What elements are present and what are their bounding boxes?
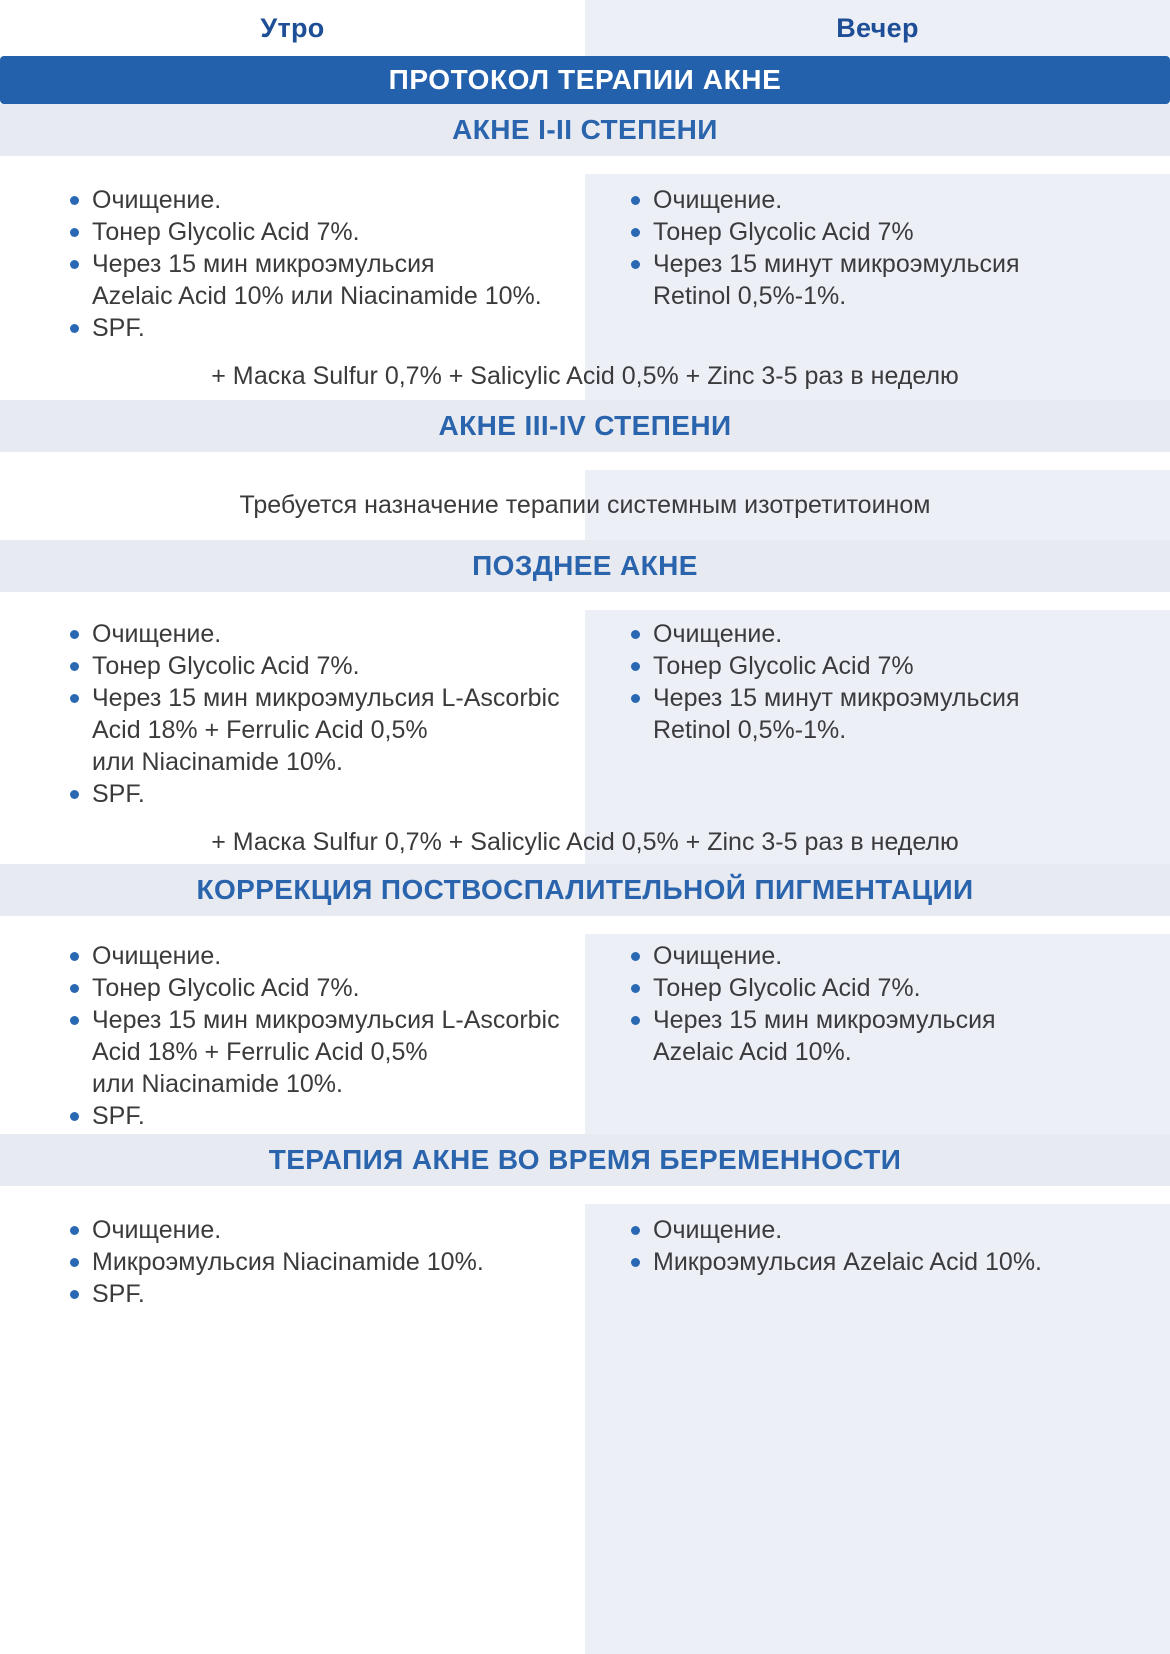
morning-list — [70, 1214, 565, 1310]
list-item — [70, 972, 565, 1004]
list-item-line: Azelaic Acid 10% или Niacinamide 10%. — [92, 282, 542, 310]
list-item-line: Через 15 мин микроэмульсия L-Ascorbic — [92, 1006, 560, 1034]
list-item-text — [92, 1214, 221, 1246]
list-item-line: Очищение. — [92, 1216, 222, 1244]
list-item-line: или Niacinamide 10%. — [92, 748, 343, 776]
list-item-line: Acid 18% + Ferrulic Acid 0,5% — [92, 716, 428, 744]
list-item-line: Через 15 минут микроэмульсия — [653, 250, 1020, 278]
list-item-line: Тонер Glycolic Acid 7%. — [92, 974, 360, 1002]
section-body-acne-grade-1-2 — [0, 174, 1170, 400]
list-item — [70, 650, 565, 682]
list-item-text — [653, 1004, 996, 1068]
morning-column — [0, 618, 585, 810]
list-item-line: Микроэмульсия Niacinamide 10%. — [92, 1248, 484, 1276]
list-item — [70, 1214, 565, 1246]
list-item — [70, 184, 565, 216]
section-body-late-acne — [0, 610, 1170, 864]
list-item-text — [653, 650, 914, 682]
bullet-dot-icon — [70, 324, 79, 333]
evening-column — [585, 940, 1170, 1132]
list-item-text — [92, 650, 360, 682]
section-heading-late-acne — [0, 540, 1170, 592]
list-item — [70, 682, 565, 778]
morning-column — [0, 940, 585, 1132]
list-item-text — [92, 1246, 484, 1278]
list-item-line: Retinol 0,5%-1%. — [653, 716, 847, 744]
list-item — [631, 184, 1150, 216]
bullet-dot-icon — [631, 1016, 640, 1025]
column-headers-row — [0, 0, 1170, 56]
list-item-text — [653, 618, 782, 650]
list-item — [631, 972, 1150, 1004]
section-heading-text: ПОЗДНЕЕ АКНЕ — [472, 550, 698, 581]
list-item-text — [92, 312, 145, 344]
morning-column — [0, 1214, 585, 1310]
bullet-dot-icon — [631, 228, 640, 237]
list-item-line: Через 15 мин микроэмульсия — [92, 250, 435, 278]
column-header-morning: Утро — [260, 12, 325, 43]
list-item — [631, 650, 1150, 682]
list-item-text — [92, 1100, 145, 1132]
evening-list — [631, 940, 1150, 1068]
bullet-dot-icon — [70, 1258, 79, 1267]
bullet-dot-icon — [631, 1226, 640, 1235]
section-heading-pigmentation-correction — [0, 864, 1170, 916]
list-item-line: Acid 18% + Ferrulic Acid 0,5% — [92, 1038, 428, 1066]
morning-list — [70, 940, 565, 1132]
list-item — [70, 778, 565, 810]
bullet-dot-icon — [70, 1112, 79, 1121]
bullet-dot-icon — [70, 790, 79, 799]
divider-gap — [0, 156, 1170, 174]
list-item-line: Очищение. — [653, 942, 783, 970]
list-item-line: Через 15 мин микроэмульсия L-Ascorbic — [92, 684, 560, 712]
list-item-line: SPF. — [92, 314, 145, 342]
list-item — [70, 618, 565, 650]
list-item-line: Микроэмульсия Azelaic Acid 10%. — [653, 1248, 1042, 1276]
morning-list — [70, 618, 565, 810]
section-body-acne-grade-3-4 — [0, 470, 1170, 540]
list-item-text — [92, 682, 560, 778]
list-item-line: Тонер Glycolic Acid 7%. — [92, 218, 360, 246]
section-heading-acne-grade-1-2 — [0, 104, 1170, 156]
section-heading-pregnancy-acne — [0, 1134, 1170, 1186]
list-item-text — [92, 972, 360, 1004]
list-item-line: Тонер Glycolic Acid 7%. — [653, 974, 921, 1002]
evening-column — [585, 618, 1170, 810]
list-item-line: или Niacinamide 10%. — [92, 1070, 343, 1098]
list-item-text — [653, 248, 1020, 312]
list-item-text — [92, 216, 360, 248]
list-item-line: Очищение. — [92, 942, 222, 970]
list-item-text — [92, 248, 542, 312]
bullet-dot-icon — [70, 1226, 79, 1235]
list-item-text — [653, 184, 782, 216]
list-item-line: Тонер Glycolic Acid 7% — [653, 218, 914, 246]
list-item-text — [92, 1278, 145, 1310]
evening-column — [585, 1214, 1170, 1310]
divider-gap — [0, 592, 1170, 610]
list-item-line: Очищение. — [653, 1216, 783, 1244]
bullet-dot-icon — [631, 694, 640, 703]
page-title: ПРОТОКОЛ ТЕРАПИИ АКНЕ — [388, 64, 782, 95]
bullet-dot-icon — [631, 1258, 640, 1267]
section-heading-text: КОРРЕКЦИЯ ПОСТВОСПАЛИТЕЛЬНОЙ ПИГМЕНТАЦИИ — [196, 874, 974, 905]
list-item-text — [92, 618, 221, 650]
page-title-bar — [0, 56, 1170, 104]
list-item-text — [653, 972, 921, 1004]
list-item-text — [653, 216, 914, 248]
evening-column — [585, 184, 1170, 344]
bullet-dot-icon — [70, 1016, 79, 1025]
list-item-line: Через 15 мин микроэмульсия — [653, 1006, 996, 1034]
bullet-dot-icon — [70, 228, 79, 237]
evening-list — [631, 184, 1150, 312]
list-item — [70, 248, 565, 312]
bullet-dot-icon — [70, 694, 79, 703]
section-heading-acne-grade-3-4 — [0, 400, 1170, 452]
list-item-text — [653, 940, 782, 972]
column-header-evening: Вечер — [836, 12, 919, 43]
list-item-line: Очищение. — [653, 620, 783, 648]
list-item — [70, 1278, 565, 1310]
list-item — [631, 1246, 1150, 1278]
divider-gap — [0, 1186, 1170, 1204]
mask-footnote: + Маска Sulfur 0,7% + Salicylic Acid 0,5% + Zinc 3-5 раз в неделю — [211, 362, 959, 390]
bullet-dot-icon — [631, 630, 640, 639]
bullet-dot-icon — [70, 196, 79, 205]
list-item-line: Очищение. — [653, 186, 783, 214]
list-item-text — [92, 940, 221, 972]
bullet-dot-icon — [631, 984, 640, 993]
bullet-dot-icon — [631, 662, 640, 671]
bullet-dot-icon — [70, 1290, 79, 1299]
list-item-line: SPF. — [92, 1102, 145, 1130]
list-item-text — [92, 778, 145, 810]
list-item-line: SPF. — [92, 780, 145, 808]
list-item-line: Очищение. — [92, 620, 222, 648]
list-item — [631, 216, 1150, 248]
bullet-dot-icon — [70, 630, 79, 639]
list-item-line: Через 15 минут микроэмульсия — [653, 684, 1020, 712]
list-item — [70, 1246, 565, 1278]
list-item — [70, 216, 565, 248]
list-item-text — [92, 1004, 560, 1100]
bullet-dot-icon — [70, 260, 79, 269]
list-item-text — [653, 1246, 1042, 1278]
list-item-text — [653, 682, 1020, 746]
list-item-line: Очищение. — [92, 186, 222, 214]
evening-list — [631, 618, 1150, 746]
list-item-line: Тонер Glycolic Acid 7% — [653, 652, 914, 680]
list-item — [631, 1214, 1150, 1246]
bullet-dot-icon — [70, 984, 79, 993]
list-item-text — [653, 1214, 782, 1246]
list-item — [631, 618, 1150, 650]
mask-footnote: + Маска Sulfur 0,7% + Salicylic Acid 0,5% + Zinc 3-5 раз в неделю — [211, 828, 959, 856]
list-item — [631, 682, 1150, 746]
bullet-dot-icon — [631, 260, 640, 269]
list-item — [70, 1100, 565, 1132]
evening-list — [631, 1214, 1150, 1278]
list-item — [70, 1004, 565, 1100]
list-item-text — [92, 184, 221, 216]
list-item — [70, 940, 565, 972]
section-heading-text: ТЕРАПИЯ АКНЕ ВО ВРЕМЯ БЕРЕМЕННОСТИ — [268, 1144, 902, 1175]
bullet-dot-icon — [631, 952, 640, 961]
list-item — [631, 1004, 1150, 1068]
divider-gap — [0, 452, 1170, 470]
list-item-line: Azelaic Acid 10%. — [653, 1038, 852, 1066]
section-body-pregnancy-acne — [0, 1204, 1170, 1654]
bullet-dot-icon — [70, 952, 79, 961]
morning-list — [70, 184, 565, 344]
divider-gap — [0, 916, 1170, 934]
list-item-line: Retinol 0,5%-1%. — [653, 282, 847, 310]
list-item-line: Тонер Glycolic Acid 7%. — [92, 652, 360, 680]
list-item — [631, 940, 1150, 972]
morning-column — [0, 184, 585, 344]
list-item-line: SPF. — [92, 1280, 145, 1308]
bullet-dot-icon — [70, 662, 79, 671]
list-item — [70, 312, 565, 344]
systemic-therapy-note: Требуется назначение терапии системным изотретитоином — [239, 491, 931, 519]
section-body-pigmentation-correction — [0, 934, 1170, 1134]
bullet-dot-icon — [631, 196, 640, 205]
section-heading-text: АКНЕ I-II СТЕПЕНИ — [452, 114, 718, 145]
section-heading-text: АКНЕ III-IV СТЕПЕНИ — [438, 410, 732, 441]
list-item — [631, 248, 1150, 312]
